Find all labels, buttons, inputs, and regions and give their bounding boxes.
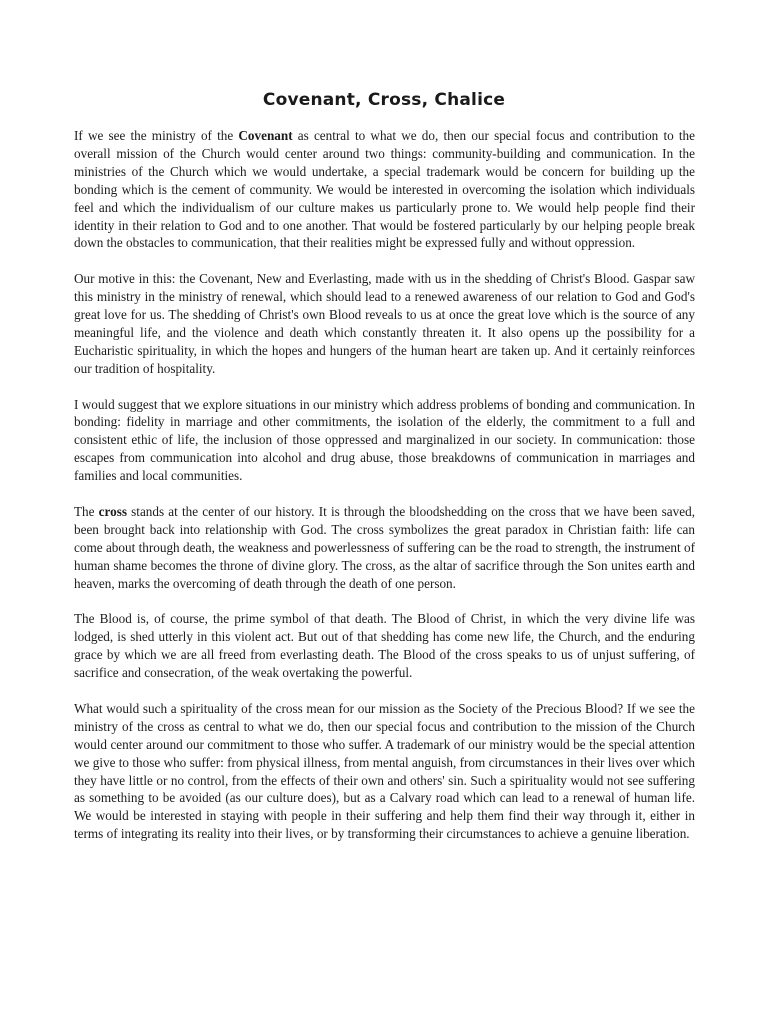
paragraph-suggestion xyxy=(74,396,695,486)
paragraph-blood xyxy=(74,610,695,682)
paragraph-motive xyxy=(74,270,695,377)
bold-term-covenant: Covenant xyxy=(238,128,293,143)
bold-term-cross: cross xyxy=(98,503,127,519)
paragraph-text: as central to what we do, then our special focus and contribution to the overall mission of the Church would center around two things: community-building and communication. In the ministries of the Church which we would undertake, a special trademark would be concern for building up the bonding which is the cement of community. We would be interested in overcoming the isolation which individuals feel and which the individualism of our culture makes us particularly prone to. We would help people find their identity in their relation to God and to one another. That would be fostered particularly by our helping people break down the obstacles to communication, that their realities might be expressed fully and without oppression. xyxy=(74,128,695,251)
paragraph-text: The xyxy=(74,503,99,519)
paragraph-text: If we see the ministry of the xyxy=(74,128,239,143)
paragraph-text: The Blood is, of course, the prime symbol of that death. The Blood of Christ, in which the very divine life was lodged, is shed utterly in this violent act. But out of that shedding has come new life, the Church, and the enduring grace by which we are all freed from everlasting death. The Blood of the cross speaks to us of unjust suffering, of sacrifice and consecration, of the weak overtaking the powerful. xyxy=(74,611,695,681)
document-title: Covenant, Cross, Chalice xyxy=(262,90,506,110)
paragraph-text: I would suggest that we explore situations in our ministry which address problems of bonding and communication. In bonding: fidelity in marriage and other commitments, the isolation of the elderly, the commitment to a full and consistent ethic of life, the inclusion of those oppressed and marginalized in our society. In communication: those escapes from communication into alcohol and drug abuse, those breakdowns of communication in marriages and families and local communities. xyxy=(74,396,695,484)
paragraph-text: What would such a spirituality of the cross mean for our mission as the Society of the Precious Blood? If we see the ministry of the cross as central to what we do, then our special focus and contribution to the mission of the Church would center around our commitment to those who suffer. A trademark of our ministry would be the special attention we give to those who suffer: from physical illness, from mental anguish, from circumstances in their lives over which they have little or no control, from the effects of their own and others' sin. Such a spirituality would not see suffering as something to be avoided (as our culture does), but as a Calvary road which can lead to a renewal of human life. We would be interested in staying with people in their suffering and help them find their way through it, either in terms of integrating its reality into their lives, or by transforming their circumstances to achieve a genuine liberation. xyxy=(74,700,695,842)
paragraph-cross xyxy=(74,503,695,593)
paragraph-covenant xyxy=(74,127,695,252)
paragraph-spirituality xyxy=(74,700,695,843)
paragraph-text: stands at the center of our history. It is through the bloodshedding on the cross that we have been saved, been brought back into relationship with God. The cross symbolizes the great paradox in Christian faith: life can come about through death, the weakness and powerlessness of suffering can be the road to strength, the instrument of human shame becomes the throne of divine glory. The cross, as the altar of sacrifice through the Son unites earth and heaven, marks the overcoming of death through the death of one person. xyxy=(74,503,695,591)
document-body xyxy=(74,127,695,861)
paragraph-text: Our motive in this: the Covenant, New and Everlasting, made with us in the shedding of Christ's Blood. Gaspar saw this ministry in the ministry of renewal, which should lead to a renewed awareness of our relation to God and God's great love for us. The shedding of Christ's own Blood reveals to us at once the great love which is the source of any meaningful life, and the violence and death which constantly threaten it. It also opens up the possibility for a Eucharistic spirituality, in which the hopes and hungers of the human heart are taken up. And it certainly reinforces our tradition of hospitality. xyxy=(74,271,695,376)
